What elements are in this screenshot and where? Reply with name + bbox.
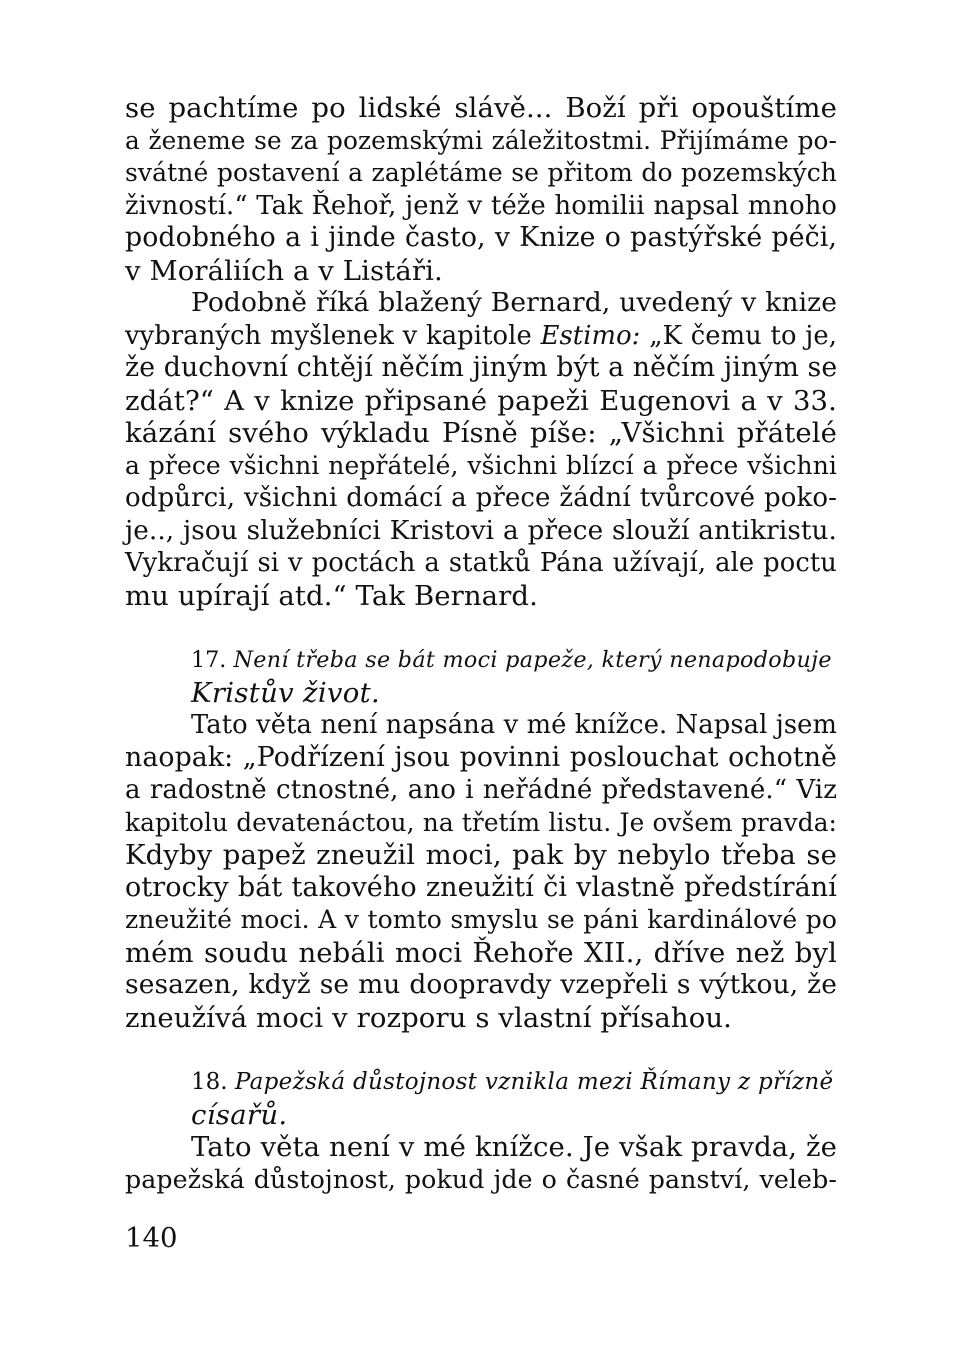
text-line: papežská důstojnost, pokud jde o časné panství, veleb- (125, 1164, 837, 1194)
text-line: zneužité moci. A v tomto smyslu se páni kardinálové po (125, 905, 837, 934)
section-spacer (125, 612, 837, 644)
text-line: naopak: „Podřízení jsou povinni poslouchat ochotně (125, 741, 837, 773)
text-line: svátné postavení a zaplétáme se přitom do pozemských (125, 158, 837, 187)
paragraph (125, 709, 837, 1034)
paragraph (125, 92, 837, 287)
text-line: sesazen, když se mu doopravdy vzepřeli s výtkou, že (125, 969, 837, 1000)
section-title: Kristův život. (191, 676, 381, 709)
section-heading (125, 644, 837, 709)
section-title: Papežská důstojnost vznikla mezi Římany z přízně (234, 1069, 834, 1095)
heading-line (125, 677, 837, 710)
text-run: „K čemu to je, (640, 320, 837, 351)
text-line: Podobně říká blažený Bernard, uvedený v knize (191, 287, 837, 318)
text-line: kázání svého výkladu Písně píše: „Všichni přátelé (125, 417, 837, 449)
text-line: a ženeme se za pozemskými záležitostmi. Přijímáme po- (125, 125, 837, 155)
text-line: se pachtíme po lidské slávě... Boží při opouštíme (125, 92, 837, 124)
section-number: 17. (191, 647, 227, 673)
heading-line (125, 1066, 837, 1099)
section-heading (125, 1066, 837, 1131)
text-line: Tato věta není v mé knížce. Je však pravda, že (191, 1131, 837, 1163)
page-number: 140 (125, 1222, 178, 1254)
text-line: a radostně ctnostné, ano i neřádné představené.“ Viz (125, 775, 837, 805)
text-line: zneužívá moci v rozporu s vlastní přísahou. (125, 1001, 733, 1034)
text-line: že duchovní chtějí něčím jiným být a něčím jiným se (125, 352, 838, 383)
section-spacer (125, 1034, 837, 1066)
text-line: mém soudu nebáli moci Řehoře XII., dříve než byl (125, 936, 837, 969)
heading-line (125, 644, 837, 677)
text-line: odpůrci, všichni domácí a přece žádní tvůrcové poko- (125, 483, 837, 513)
text-line: je.., jsou služebníci Kristovi a přece slouží antikristu. (125, 515, 837, 546)
section-title: císařů. (191, 1098, 288, 1131)
text-line: v Moráliích a v Listáři. (125, 254, 443, 287)
section-number: 18. (191, 1069, 228, 1095)
italic-term: Estimo: (540, 320, 641, 351)
text-line: otrocky bát takového zneužití či vlastně předstírání (125, 871, 837, 903)
text-line: mu upírají atd.“ Tak Bernard. (125, 579, 538, 612)
text-line: a přece všichni nepřátelé, všichni blízcí a přece všichni (125, 450, 837, 480)
section-title: Není třeba se bát moci papeže, který nenapodobuje (233, 647, 832, 673)
text-line: kapitolu devatenáctou, na třetím listu. Je ovšem pravda: (125, 807, 837, 837)
text-line: živností.“ Tak Řehoř, jenž v téže homilii napsal mnoho (125, 190, 837, 221)
paragraph (125, 287, 837, 612)
paragraph (125, 1131, 837, 1196)
text-line: Tato věta není napsána v mé knížce. Napsal jsem (191, 710, 837, 740)
text-line: Vykračují si v poctách a statků Pána užívají, ale poctu (125, 548, 837, 578)
text-run: vybraných myšlenek v kapitole (125, 320, 541, 351)
text-line: zdát?“ A v knize připsané papeži Eugenovi a v 33. (125, 384, 837, 417)
text-line: Kdyby papež zneužil moci, pak by nebylo třeba se (125, 839, 837, 871)
heading-line (125, 1099, 837, 1132)
text-line (125, 320, 837, 353)
text-line: podobného a i jinde často, v Knize o pastýřské péči, (125, 222, 837, 253)
page-body (125, 92, 837, 1196)
